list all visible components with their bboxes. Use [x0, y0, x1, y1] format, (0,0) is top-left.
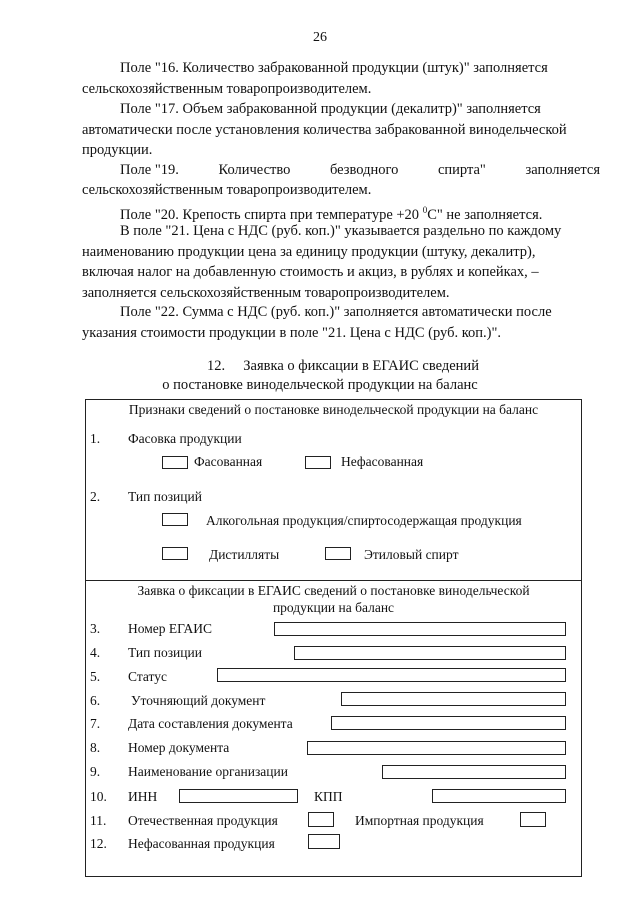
distillates-label: Дистилляты	[209, 547, 280, 562]
position-type-label: Тип позиций	[128, 489, 202, 504]
paragraph-field-19	[82, 160, 600, 181]
field-number: 2.	[90, 489, 101, 504]
para-word: спирта"	[437, 162, 486, 178]
distillates-checkbox[interactable]	[162, 547, 188, 560]
kpp-field[interactable]	[432, 789, 566, 803]
para-text: Поле "20. Крепость спирта при температуре +20	[120, 206, 420, 223]
section-title-line1: Заявка о фиксации в ЕГАИС сведений	[243, 358, 479, 374]
alcohol-checkbox[interactable]	[162, 513, 188, 526]
alcohol-label: Алкогольная продукция/спиртосодержащая продукция	[206, 513, 522, 528]
superscript: 0	[422, 205, 428, 215]
doc-number-label: Номер документа	[128, 740, 230, 755]
doc-number-field[interactable]	[307, 741, 566, 755]
form-header-request: Заявка о фиксации в ЕГАИС сведений о постановке винодельческой	[137, 583, 530, 598]
para-text: Поле "17. Объем забракованной продукции (декалитр)" заполняется	[120, 101, 541, 117]
form-header-signs: Признаки сведений о постановке винодельческой продукции на баланс	[128, 402, 539, 417]
paragraph-field-22	[82, 302, 600, 343]
field-number: 4.	[90, 645, 101, 660]
org-name-label: Наименование организации	[128, 764, 288, 779]
unpackaged-row-label: Нефасованная продукция	[128, 836, 275, 851]
position-type-row-label: Тип позиции	[128, 645, 202, 660]
field-number: 7.	[90, 716, 101, 731]
field-number: 8.	[90, 740, 101, 755]
packaging-label: Фасовка продукции	[128, 431, 242, 446]
position-type-field[interactable]	[294, 646, 566, 660]
egais-number-label: Номер ЕГАИС	[128, 621, 212, 636]
org-name-field[interactable]	[382, 765, 566, 779]
paragraph-field-17	[82, 99, 600, 161]
field-number: 6.	[90, 693, 101, 708]
section-number: 12.	[207, 358, 226, 374]
para-text: автоматически после установления количества забракованной винодельческой	[82, 121, 567, 138]
ethyl-alcohol-label: Этиловый спирт	[364, 547, 459, 562]
field-number: 10.	[90, 789, 107, 804]
paragraph-field-21	[82, 221, 600, 303]
para-text: Поле "22. Сумма с НДС (руб. коп.)" заполняется автоматически после	[120, 304, 552, 320]
ethyl-alcohol-checkbox[interactable]	[325, 547, 351, 560]
form-divider	[86, 580, 581, 581]
field-number: 9.	[90, 764, 101, 779]
domestic-label: Отечественная продукция	[128, 813, 278, 828]
para-text: С" не заполняется.	[427, 206, 543, 223]
paragraph-field-16	[82, 58, 600, 99]
clarifying-doc-field[interactable]	[341, 692, 566, 706]
para-text: В поле "21. Цена с НДС (руб. коп.)" указывается раздельно по каждому	[120, 223, 562, 239]
para-word: безводного	[330, 162, 399, 178]
kpp-label: КПП	[314, 789, 343, 804]
field-number: 3.	[90, 621, 101, 636]
para-text: сельскохозяйственным товаропроизводителем.	[82, 80, 372, 97]
doc-date-label: Дата составления документа	[128, 716, 293, 731]
unpackaged-checkbox[interactable]	[305, 456, 331, 469]
unpackaged-row-checkbox[interactable]	[308, 834, 340, 849]
para-text: включая налог на добавленную стоимость и акциз, в рублях и копейках, –	[82, 264, 539, 280]
para-text: наименованию продукции цена за единицу продукции (штуку, декалитр),	[82, 243, 536, 260]
para-text: Поле "16. Количество забракованной продукции (штук)" заполняется	[120, 60, 548, 76]
field-number: 11.	[90, 813, 107, 828]
para-word: Поле "19.	[120, 162, 179, 178]
egais-number-field[interactable]	[274, 622, 566, 636]
import-label: Импортная продукция	[355, 813, 484, 828]
form-header-request-line2: продукции на баланс	[272, 600, 395, 615]
domestic-checkbox[interactable]	[308, 812, 334, 827]
para-text: продукции.	[82, 142, 153, 158]
page-number: 26	[313, 30, 327, 45]
section-title-line2: о постановке винодельческой продукции на баланс	[162, 377, 478, 393]
para-text: заполняется сельскохозяйственным товаропроизводителем.	[82, 284, 450, 301]
packaged-checkbox[interactable]	[162, 456, 188, 469]
packaged-label: Фасованная	[194, 454, 263, 469]
para-word: заполняется	[525, 162, 600, 178]
para-word: Количество	[218, 162, 291, 178]
inn-label: ИНН	[128, 789, 158, 804]
form-frame	[85, 399, 582, 877]
clarifying-doc-label: Уточняющий документ	[131, 693, 266, 708]
doc-date-field[interactable]	[331, 716, 566, 730]
para-text: указания стоимости продукции в поле "21. Цена с НДС (руб. коп.)".	[82, 324, 502, 341]
field-number: 12.	[90, 836, 107, 851]
inn-field[interactable]	[179, 789, 298, 803]
status-field[interactable]	[217, 668, 566, 682]
import-checkbox[interactable]	[520, 812, 546, 827]
unpackaged-label: Нефасованная	[341, 454, 424, 469]
section-title	[0, 357, 640, 376]
status-label: Статус	[128, 669, 167, 684]
para-text: сельскохозяйственным товаропроизводителем.	[82, 182, 372, 198]
field-number: 1.	[90, 431, 101, 446]
field-number: 5.	[90, 669, 101, 684]
